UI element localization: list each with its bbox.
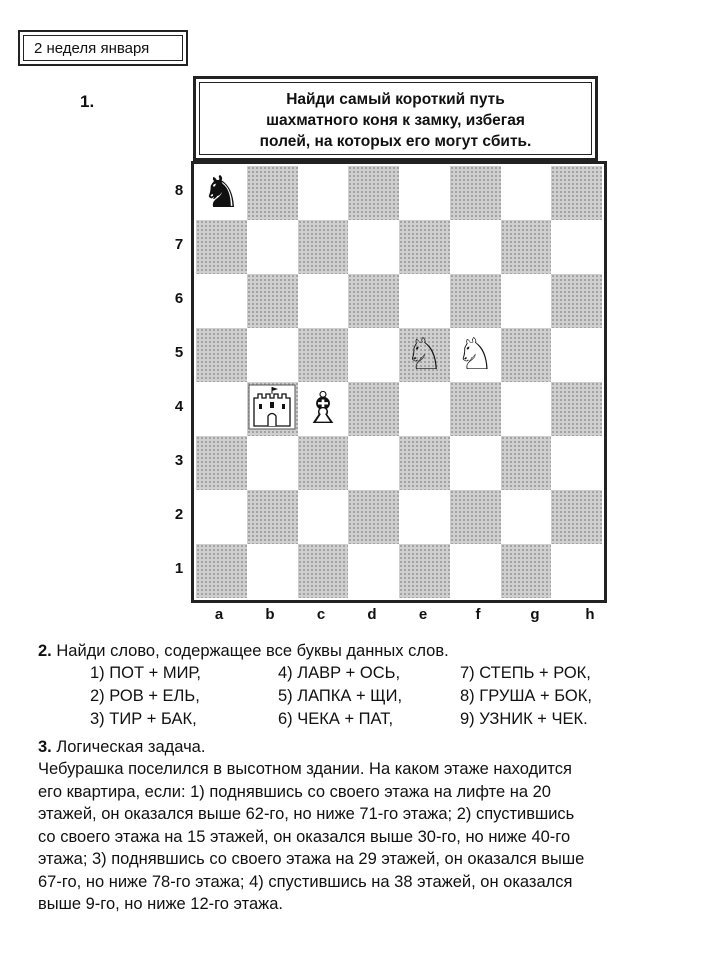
square-c4 xyxy=(298,382,349,436)
task3-line: 67-го, но ниже 78-го этажа; 4) спустившись на 38 этажей, он оказался xyxy=(38,872,573,891)
square-f8 xyxy=(450,166,501,220)
square-a2 xyxy=(196,490,247,544)
square-b3 xyxy=(247,436,298,490)
task1-instruction xyxy=(196,79,595,152)
square-d4 xyxy=(348,382,399,436)
square-e7 xyxy=(399,220,450,274)
square-d8 xyxy=(348,166,399,220)
word-column-2 xyxy=(278,662,402,731)
black-knight-icon: ♞ xyxy=(201,167,242,218)
task3-line: выше 9-го, но ниже 12-го этажа. xyxy=(38,895,283,913)
task2-text: Найди слово, содержащее все буквы данных слов. xyxy=(56,642,449,660)
rank-label-8: 8 xyxy=(174,182,184,199)
rank-label-2: 2 xyxy=(174,506,184,523)
square-h6 xyxy=(551,274,602,328)
square-a5 xyxy=(196,328,247,382)
square-b8 xyxy=(247,166,298,220)
word-item: 4) ЛАВР + ОСЬ, xyxy=(278,664,401,682)
square-g5 xyxy=(501,328,552,382)
task3-line: Чебурашка поселился в высотном здании. На каком этаже находится xyxy=(38,760,572,778)
word-column-3 xyxy=(460,662,592,731)
square-e3 xyxy=(399,436,450,490)
file-label-a: a xyxy=(214,606,224,623)
square-c6 xyxy=(298,274,349,328)
castle-icon xyxy=(248,384,296,435)
square-b1 xyxy=(247,544,298,598)
square-h4 xyxy=(551,382,602,436)
word-item: 6) ЧЕКА + ПАТ, xyxy=(278,710,394,728)
square-f2 xyxy=(450,490,501,544)
square-c2 xyxy=(298,490,349,544)
square-c1 xyxy=(298,544,349,598)
square-b7 xyxy=(247,220,298,274)
square-e5 xyxy=(399,328,450,382)
file-label-f: f xyxy=(475,606,481,623)
square-h3 xyxy=(551,436,602,490)
square-a4 xyxy=(196,382,247,436)
square-e2 xyxy=(399,490,450,544)
rank-label-7: 7 xyxy=(174,236,184,253)
square-g8 xyxy=(501,166,552,220)
square-a7 xyxy=(196,220,247,274)
file-label-d: d xyxy=(367,606,377,623)
task3-number: 3. xyxy=(38,738,52,756)
task3-line: этажа; 3) поднявшись со своего этажа на 29 этажей, он оказался выше xyxy=(38,850,585,868)
square-e6 xyxy=(399,274,450,328)
task2-heading xyxy=(38,640,449,662)
square-g6 xyxy=(501,274,552,328)
file-label-g: g xyxy=(530,606,540,623)
square-h2 xyxy=(551,490,602,544)
rank-label-5: 5 xyxy=(174,344,184,361)
chess-board xyxy=(196,166,602,598)
square-a8 xyxy=(196,166,247,220)
square-c5 xyxy=(298,328,349,382)
square-g7 xyxy=(501,220,552,274)
file-label-b: b xyxy=(265,606,275,623)
square-d2 xyxy=(348,490,399,544)
square-g2 xyxy=(501,490,552,544)
file-label-c: c xyxy=(316,606,326,623)
rank-label-4: 4 xyxy=(174,398,184,415)
file-label-e: e xyxy=(418,606,428,623)
square-d5 xyxy=(348,328,399,382)
square-d3 xyxy=(348,436,399,490)
square-b4 xyxy=(247,382,298,436)
word-item: 1) ПОТ + МИР, xyxy=(90,664,201,682)
task1-line-2: шахматного коня к замку, избегая xyxy=(266,112,525,129)
square-e8 xyxy=(399,166,450,220)
square-a1 xyxy=(196,544,247,598)
square-d7 xyxy=(348,220,399,274)
square-g1 xyxy=(501,544,552,598)
word-item: 9) УЗНИК + ЧЕК. xyxy=(460,710,588,728)
square-h8 xyxy=(551,166,602,220)
square-c7 xyxy=(298,220,349,274)
task3-line: его квартира, если: 1) поднявшись со своего этажа на лифте на 20 xyxy=(38,782,551,801)
square-f3 xyxy=(450,436,501,490)
square-g3 xyxy=(501,436,552,490)
word-item: 7) СТЕПЬ + РОК, xyxy=(460,664,591,682)
square-h7 xyxy=(551,220,602,274)
square-f5 xyxy=(450,328,501,382)
task3-line: этажей, он оказался выше 62-го, но ниже 71-го этажа; 2) спустившись xyxy=(38,805,575,823)
square-b5 xyxy=(247,328,298,382)
square-d1 xyxy=(348,544,399,598)
square-b6 xyxy=(247,274,298,328)
word-item: 3) ТИР + БАК, xyxy=(90,710,197,728)
square-e4 xyxy=(399,382,450,436)
week-label: 2 неделя января xyxy=(34,39,150,57)
white-knight-icon: ♘ xyxy=(455,329,495,380)
square-f1 xyxy=(450,544,501,598)
square-a3 xyxy=(196,436,247,490)
task2-number: 2. xyxy=(38,642,52,660)
file-label-h: h xyxy=(585,606,595,623)
square-f6 xyxy=(450,274,501,328)
word-item: 5) ЛАПКА + ЩИ, xyxy=(278,687,403,705)
week-label-box xyxy=(18,30,188,66)
white-bishop-icon: ♗ xyxy=(303,383,343,434)
task1-line-1: Найди самый короткий путь xyxy=(286,91,505,108)
square-f4 xyxy=(450,382,501,436)
chess-board-frame xyxy=(191,161,607,603)
rank-label-3: 3 xyxy=(174,452,184,469)
square-b2 xyxy=(247,490,298,544)
square-a6 xyxy=(196,274,247,328)
task3-text xyxy=(38,758,698,916)
rank-label-1: 1 xyxy=(174,560,184,577)
square-h5 xyxy=(551,328,602,382)
square-c3 xyxy=(298,436,349,490)
task1-line-3: полей, на которых его могут сбить. xyxy=(259,133,532,150)
task3-line: со своего этажа на 15 этажей, он оказался выше 30-го, но ниже 40-го xyxy=(38,827,571,846)
word-item: 2) РОВ + ЕЛЬ, xyxy=(90,687,200,705)
task1-instruction-box xyxy=(193,76,598,161)
task3-heading xyxy=(38,736,205,758)
square-d6 xyxy=(348,274,399,328)
square-h1 xyxy=(551,544,602,598)
word-item: 8) ГРУША + БОК, xyxy=(460,687,592,705)
rank-label-6: 6 xyxy=(174,290,184,307)
square-e1 xyxy=(399,544,450,598)
task1-number: 1. xyxy=(80,92,95,111)
square-c8 xyxy=(298,166,349,220)
square-f7 xyxy=(450,220,501,274)
task3-title: Логическая задача. xyxy=(56,738,206,756)
square-g4 xyxy=(501,382,552,436)
white-knight-icon: ♘ xyxy=(404,329,445,380)
word-column-1 xyxy=(90,662,201,731)
